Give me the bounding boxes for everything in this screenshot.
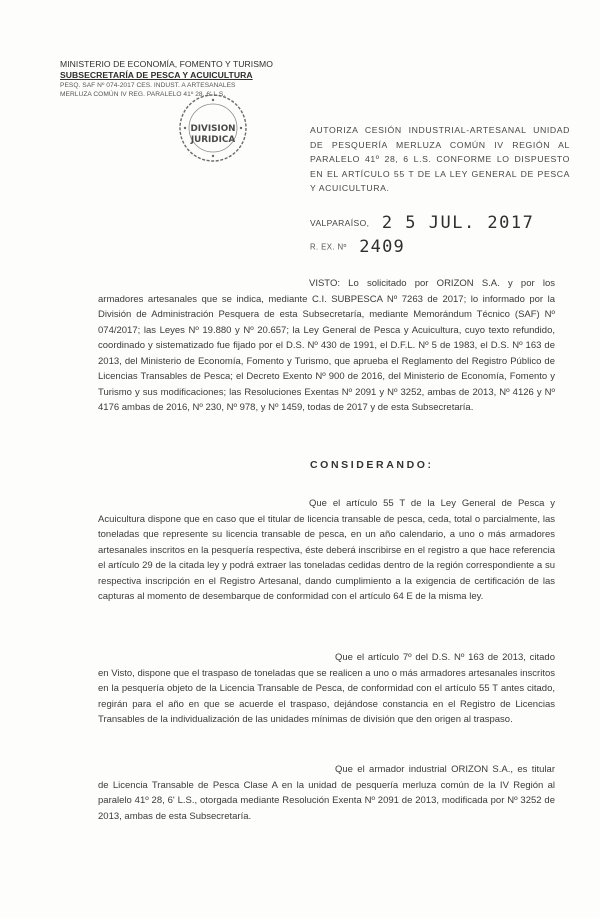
considerando-heading: CONSIDERANDO:: [310, 459, 434, 471]
ministry-name: MINISTERIO DE ECONOMÍA, FOMENTO Y TURISMO: [60, 59, 273, 69]
stamp-line-2: JURIDICA: [190, 135, 236, 145]
rex-number: 2409: [359, 237, 405, 257]
resolution-title: AUTORIZA CESIÓN INDUSTRIAL-ARTESANAL UNIDAD DE PESQUERÍA MERLUZA COMÚN IV REGIÓN AL PARALELO 41º 28, 6 L.S. CONFORME LO DISPUESTO EN EL ARTÍCULO 55 T DE LA LEY GENERAL DE PESCA Y ACUICULTURA.: [310, 125, 570, 194]
considerando-1-text: Que el artículo 55 T de la Ley General de Pesca y Acuicultura dispone que en caso que el titular de licencia transable de pesca, ceda, total o parcialmente, las toneladas que represente su licencia transable de pesca, en un año calendario, a uno o más armadores artesanales inscritos en la pesquería respectiva, éste deberá inscribirse en el registro a que hace referencia el artículo 29 de la citada ley y podrá extraer las toneladas cedidas dentro de la región correspondiente a su respectiva inscripción en el Registro Artesanal, dando cumplimiento a la exigencia de certificación de las capturas al momento de desembarque de conformidad con el artículo 64 E de la misma ley.: [98, 498, 555, 602]
considerando-paragraph-3: [98, 762, 555, 824]
visto-paragraph: [98, 276, 555, 416]
considerando-2-text: Que el artículo 7º del D.S. Nº 163 de 2013, citado en Visto, dispone que el traspaso de toneladas que se realicen a uno o más armadores artesanales inscritos en la pesquería objeto de la Licencia Transable de Pesca, de conformidad con el artículo 55 T antes citado, regirán para el año en que se acuerde el traspaso, dejándose constancia en el Registro de Licencias Transables de la individualización de las unidades mínimas de división que den origen al traspaso.: [98, 652, 555, 725]
place: VALPARAÍSO,: [310, 218, 370, 228]
place-date: [310, 213, 534, 233]
reference-line-2: MERLUZA COMÚN IV REG. PARALELO 41º 28, 6' L.S.: [60, 91, 226, 98]
considerando-paragraph-2: [98, 650, 555, 728]
resolution-number: [310, 237, 405, 257]
stamp-label: [179, 124, 247, 146]
date-stamp: 2 5 JUL. 2017: [381, 213, 535, 233]
subsecretaria-name: SUBSECRETARÍA DE PESCA Y ACUICULTURA: [60, 70, 253, 80]
considerando-3-text: Que el armador industrial ORIZON S.A., es titular de Licencia Transable de Pesca Clase A en la unidad de pesquería merluza común de la IV Región al paralelo 41º 28, 6' L.S., otorgada mediante Resolución Exenta Nº 2091 de 2013, modificada por Nº 3252 de 2013, ambas de esta Subsecretaría.: [98, 764, 555, 822]
reference-line-1: PESQ. SAF Nº 074-2017 CES. INDUST. A ARTESANALES: [60, 82, 236, 89]
considerando-paragraph-1: [98, 496, 555, 605]
stamp-line-1: DIVISION: [190, 124, 236, 134]
rex-label: R. EX. Nº: [310, 242, 347, 252]
visto-text: VISTO: Lo solicitado por ORIZON S.A. y por los armadores artesanales que se indica, mediante C.I. SUBPESCA Nº 7263 de 2017; lo informado por la División de Administración Pesquera de esta Subsecretaría, mediante Memorándum Técnico (SAF) Nº 074/2017; las Leyes Nº 19.880 y Nº 20.657; la Ley General de Pesca y Acuicultura, cuyo texto refundido, coordinado y sistematizado fue fijado por el D.S. Nº 430 de 1991, el D.F.L. Nº 5 de 1983, el D.S. Nº 163 de 2013, del Ministerio de Economía, Fomento y Turismo, que aprueba el Reglamento del Registro Público de Licencias Transables de Pesca; el Decreto Exento Nº 900 de 2016, del Ministerio de Economía, Fomento y Turismo y sus modificaciones; las Resoluciones Exentas Nº 2091 y Nº 3252, ambas de 2013, Nº 4126 y Nº 4176 ambas de 2016, Nº 230, Nº 978, y Nº 1459, todas de 2017 y de esta Subsecretaría.: [98, 278, 555, 413]
